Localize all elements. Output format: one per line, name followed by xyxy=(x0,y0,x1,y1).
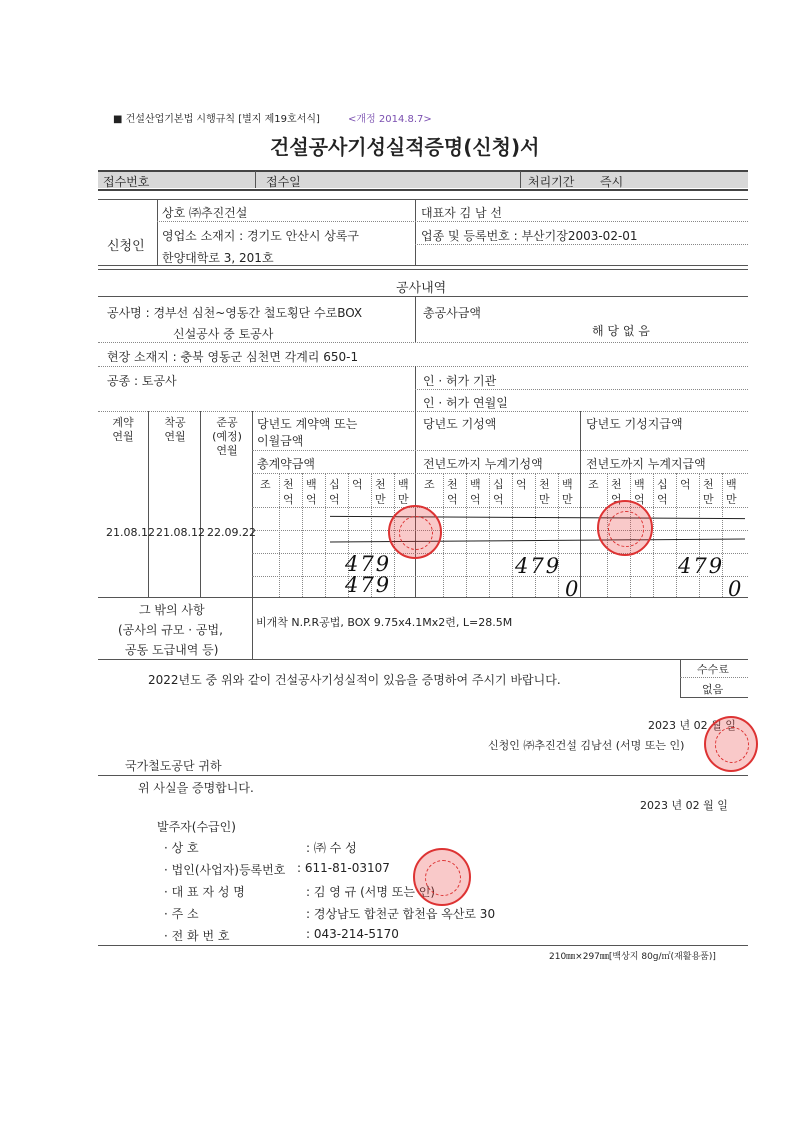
grid-divider xyxy=(653,473,654,597)
processing-period-label: 처리기간 xyxy=(528,175,575,189)
grid-divider xyxy=(279,473,280,597)
unit-label: 백 xyxy=(726,478,737,491)
company-seal-stamp xyxy=(597,500,653,556)
handwritten-paid-2: 0 xyxy=(728,577,744,601)
request-date: 2023 년 02 월 일 xyxy=(648,719,736,732)
paid-amount-label2: 전년도까지 누계지급액 xyxy=(586,457,706,471)
client-name-label: · 상 호 xyxy=(164,841,199,855)
permit-org-label: 인 · 허가 기관 xyxy=(423,374,497,388)
grid-divider xyxy=(676,473,677,597)
receipt-bar xyxy=(98,171,748,188)
processing-period-value: 즉시 xyxy=(600,175,624,189)
unit-label: 억 xyxy=(447,493,458,506)
unit-label: 십 xyxy=(493,478,504,491)
client-phone-label: · 전 화 번 호 xyxy=(164,929,230,943)
regulation-text: ■ 건설산업기본법 시행규칙 [별지 제19호서식] xyxy=(113,114,320,125)
work-name-line1: 공사명 : 경부선 심천~영동간 철도횡단 수로BOX xyxy=(107,306,363,320)
client-title: 발주자(수급인) xyxy=(157,820,236,834)
applicant-seal-stamp xyxy=(704,716,758,772)
unit-label: 조 xyxy=(424,478,435,491)
unit-label: 십 xyxy=(657,478,668,491)
certification-date: 2023 년 02 월 일 xyxy=(640,799,728,812)
complete-month-header: 준공 (예정) 연월 xyxy=(212,416,242,457)
other-value: 비개착 N.P.R공법, BOX 9.75x4.1Mx2련, L=28.5M xyxy=(256,616,513,629)
receipt-date-label: 접수일 xyxy=(266,175,301,189)
handwritten-progress-2: 0 xyxy=(565,577,581,601)
contract-amount-label2: 이월금액 xyxy=(257,434,304,448)
grid-divider xyxy=(535,473,536,597)
paper-spec-footer: 210㎜×297㎜[백상지 80g/㎡(재활용품)] xyxy=(549,952,716,962)
handwritten-paid-1: 479 xyxy=(678,554,725,578)
client-ceo-value: : 김 영 규 (서명 또는 인) xyxy=(306,885,436,899)
request-text: 2022년도 중 위와 같이 건설공사기성실적이 있음을 증명하여 주시기 바랍니다. xyxy=(148,673,561,687)
handwritten-contract-2: 479 xyxy=(345,573,392,597)
unit-label: 억 xyxy=(611,493,622,506)
unit-label: 억 xyxy=(283,493,294,506)
client-regno-value: : 611-81-03107 xyxy=(297,861,390,875)
contract-month-header: 계약 연월 xyxy=(112,416,134,443)
recipient: 국가철도공단 귀하 xyxy=(125,759,222,773)
unit-label: 억 xyxy=(306,493,317,506)
applicant-representative: 대표자 김 남 선 xyxy=(421,206,502,220)
client-ceo-label: · 대 표 자 성 명 xyxy=(164,885,245,899)
unit-label: 천 xyxy=(447,478,458,491)
unit-label: 만 xyxy=(726,493,737,506)
unit-label: 억 xyxy=(329,493,340,506)
unit-label: 천 xyxy=(375,478,386,491)
contract-amount-label3: 총계약금액 xyxy=(257,457,315,471)
progress-amount-label2: 전년도까지 누계기성액 xyxy=(423,457,543,471)
contract-date: 21.08.12 xyxy=(106,526,155,539)
applicant-company: 상호 ㈜추진건설 xyxy=(162,206,248,220)
unit-label: 백 xyxy=(562,478,573,491)
unit-label: 백 xyxy=(470,478,481,491)
unit-label: 십 xyxy=(329,478,340,491)
other-label1: 그 밖의 사항 xyxy=(139,603,205,617)
unit-label: 만 xyxy=(562,493,573,506)
grid-divider xyxy=(558,473,559,597)
unit-label: 만 xyxy=(398,493,409,506)
other-label2: (공사의 규모 · 공법, xyxy=(118,623,223,637)
document-title: 건설공사기성실적증명(신청)서 xyxy=(270,135,540,159)
other-label3: 공동 도급내역 등) xyxy=(125,643,219,657)
unit-label: 억 xyxy=(680,478,691,491)
work-section-title: 공사내역 xyxy=(396,281,447,296)
revision-text: <개정 2014.8.7> xyxy=(348,114,432,125)
unit-label: 억 xyxy=(516,478,527,491)
unit-label: 만 xyxy=(375,493,386,506)
unit-label: 백 xyxy=(634,478,645,491)
start-date: 21.08.12 xyxy=(156,526,205,539)
certification-statement: 위 사실을 증명합니다. xyxy=(138,781,254,795)
unit-label: 천 xyxy=(283,478,294,491)
grid-divider xyxy=(325,473,326,597)
unit-label: 억 xyxy=(470,493,481,506)
unit-label: 만 xyxy=(703,493,714,506)
client-phone-value: : 043-214-5170 xyxy=(306,927,399,941)
unit-label: 억 xyxy=(493,493,504,506)
unit-label: 백 xyxy=(306,478,317,491)
handwritten-progress-1: 479 xyxy=(515,554,562,578)
client-seal-stamp xyxy=(413,848,471,906)
receipt-number-label: 접수번호 xyxy=(103,175,150,189)
applicant-registration: 업종 및 등록번호 : 부산기장2003-02-01 xyxy=(421,229,638,243)
total-amount-value: 해 당 없 음 xyxy=(592,324,650,338)
start-month-header: 착공 연월 xyxy=(164,416,186,443)
grid-divider xyxy=(489,473,490,597)
progress-amount-label1: 당년도 기성액 xyxy=(423,417,497,431)
unit-label: 천 xyxy=(611,478,622,491)
client-address-value: : 경상남도 합천군 합천읍 옥산로 30 xyxy=(306,907,496,921)
unit-label: 천 xyxy=(703,478,714,491)
grid-divider xyxy=(466,473,467,597)
handwritten-contract-1: 479 xyxy=(345,552,392,576)
work-type: 공종 : 토공사 xyxy=(107,374,177,388)
grid-divider xyxy=(443,473,444,597)
grid-divider xyxy=(722,473,723,597)
contract-amount-label1: 당년도 계약액 또는 xyxy=(257,417,358,431)
grid-divider xyxy=(699,473,700,597)
unit-label: 만 xyxy=(539,493,550,506)
complete-date: 22.09.22 xyxy=(207,526,256,539)
fee-label: 수수료 xyxy=(697,663,729,676)
applicant-address-line2: 한양대학로 3, 201호 xyxy=(162,251,274,265)
client-regno-label: · 법인(사업자)등록번호 xyxy=(164,863,286,877)
permit-date-label: 인 · 허가 연월일 xyxy=(423,396,508,410)
paid-amount-label1: 당년도 기성지급액 xyxy=(586,417,683,431)
work-name-line2: 신설공사 중 토공사 xyxy=(173,327,274,341)
applicant-signature: 신청인 ㈜추진건설 김남선 (서명 또는 인) xyxy=(488,739,685,752)
client-address-label: · 주 소 xyxy=(164,907,199,921)
grid-divider xyxy=(302,473,303,597)
site-location: 현장 소재지 : 충북 영동군 심천면 각계리 650-1 xyxy=(107,350,359,364)
unit-label: 천 xyxy=(539,478,550,491)
applicant-section-label: 신청인 xyxy=(107,239,145,254)
applicant-address-line1: 영업소 소재지 : 경기도 안산시 상록구 xyxy=(162,229,359,243)
grid-divider xyxy=(512,473,513,597)
unit-label: 조 xyxy=(588,478,599,491)
total-amount-label: 총공사금액 xyxy=(423,306,481,320)
unit-label: 백 xyxy=(398,478,409,491)
unit-label: 억 xyxy=(657,493,668,506)
unit-label: 억 xyxy=(634,493,645,506)
fee-value: 없음 xyxy=(702,683,724,696)
client-name-value: : ㈜ 수 성 xyxy=(306,841,357,855)
unit-label: 억 xyxy=(352,478,363,491)
company-seal-stamp xyxy=(388,505,442,559)
unit-label: 조 xyxy=(260,478,271,491)
